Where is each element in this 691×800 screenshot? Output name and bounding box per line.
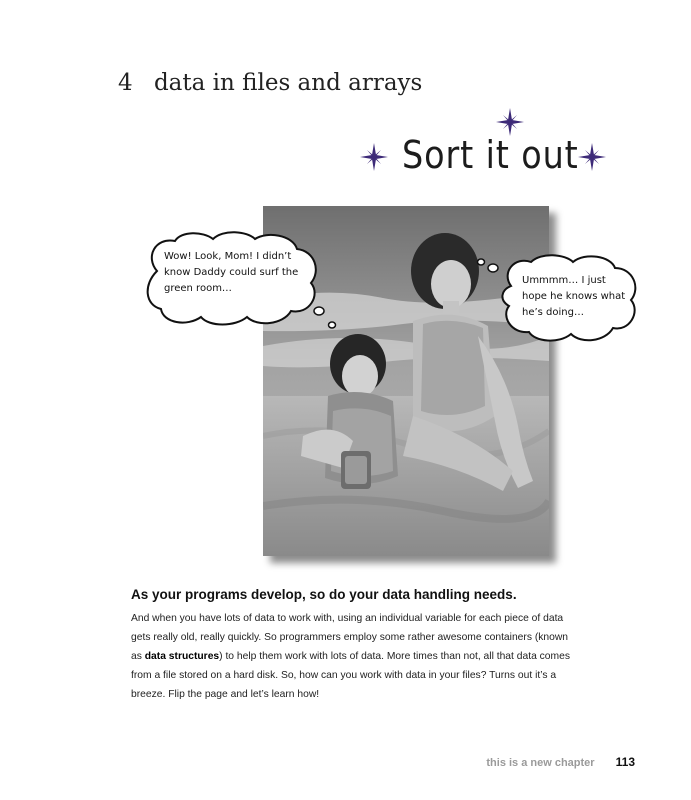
mother-bubble-text: Ummmm… I just hope he knows what he’s doing…	[522, 275, 626, 318]
child-thought-bubble	[143, 231, 323, 327]
chapter-header	[118, 70, 422, 96]
chapter-title-area	[355, 105, 615, 185]
intro-heading: As your programs develop, so do your data handling needs.	[131, 587, 517, 602]
intro-body-bold: data structures	[144, 651, 220, 662]
mother-thought-bubble	[499, 256, 639, 342]
star-icon	[577, 142, 607, 172]
footer-label: this is a new chapter	[486, 757, 595, 769]
page-footer	[486, 755, 635, 769]
page-number: 113	[615, 755, 635, 769]
chapter-heading: data in files and arrays	[153, 70, 423, 96]
star-icon	[359, 142, 389, 172]
chapter-title: Sort it out	[402, 133, 579, 177]
chapter-number: 4	[118, 70, 133, 96]
child-bubble-text: Wow! Look, Mom! I didn’t know Daddy could surf the green room…	[164, 251, 299, 294]
chapter-intro	[131, 587, 571, 704]
intro-body-text: ) to help them work with lots of data. More times than not, all that data comes from a file stored on a hard disk. So, how can you work with data in your files? Turns out it’s a breeze. Flip the page and let’s learn how!	[131, 651, 570, 700]
intro-body-text: And when you have lots of data to work with, using an individual variable for each piece of data gets really old, really quickly. So programmers employ some rather awesome containers (known as	[131, 613, 569, 662]
intro-body	[131, 609, 571, 704]
